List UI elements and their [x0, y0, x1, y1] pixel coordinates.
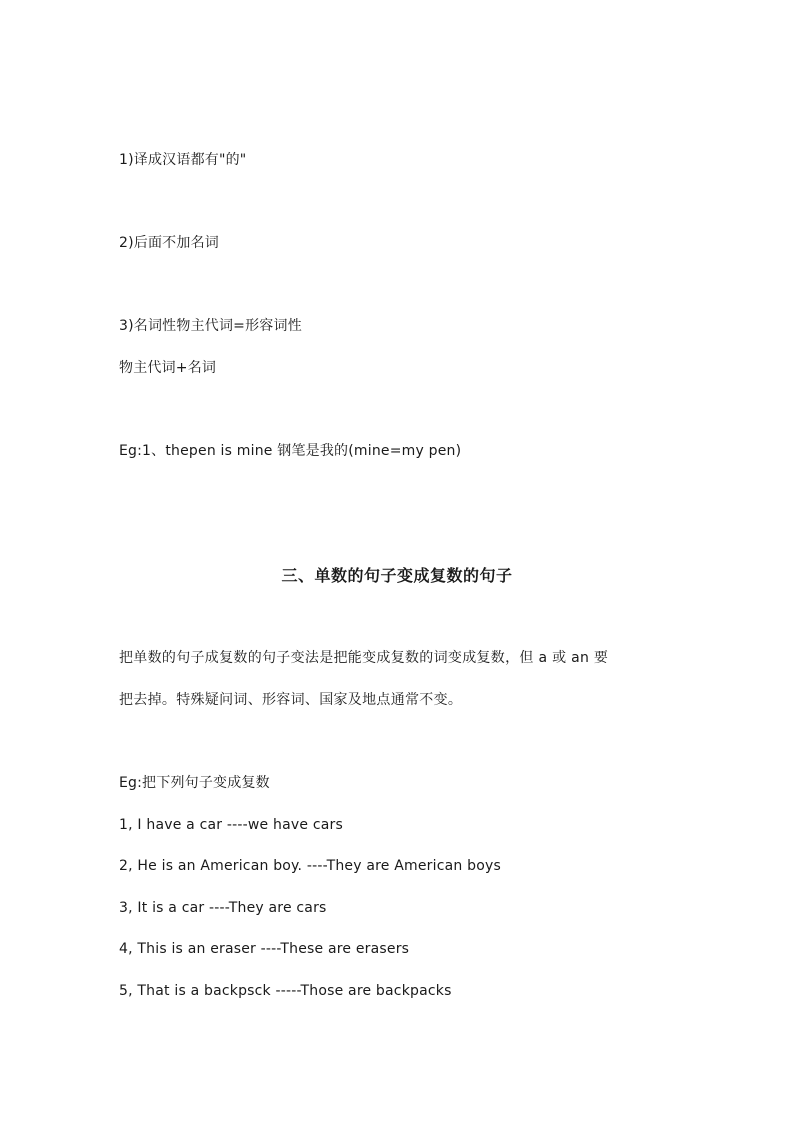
rule-2: 2)后面不加名词: [119, 235, 219, 251]
section-heading: 三、单数的句子变成复数的句子: [281, 566, 513, 585]
exercise-item: 4, This is an eraser ----These are erasers: [119, 941, 410, 957]
exercise-item: 1, I have a car ----we have cars: [119, 817, 343, 833]
exercise-item: 2, He is an American boy. ----They are American boys: [119, 858, 501, 874]
example-line: Eg:1、thepen is mine 钢笔是我的(mine=my pen): [119, 443, 462, 459]
rule-3-continuation: 物主代词+名词: [119, 360, 217, 376]
rule-1: 1)译成汉语都有"的": [119, 152, 247, 168]
paragraph-line-1: 把单数的句子成复数的句子变法是把能变成复数的词变成复数，但 a 或 an 要: [119, 650, 609, 666]
paragraph-line-2: 把去掉。特殊疑问词、形容词、国家及地点通常不变。: [119, 692, 463, 708]
exercise-title: Eg:把下列句子变成复数: [119, 775, 270, 791]
rule-3: 3)名词性物主代词=形容词性: [119, 318, 302, 334]
exercise-item: 3, It is a car ----They are cars: [119, 900, 327, 916]
exercise-item: 5, That is a backpsck -----Those are backpacks: [119, 983, 452, 999]
